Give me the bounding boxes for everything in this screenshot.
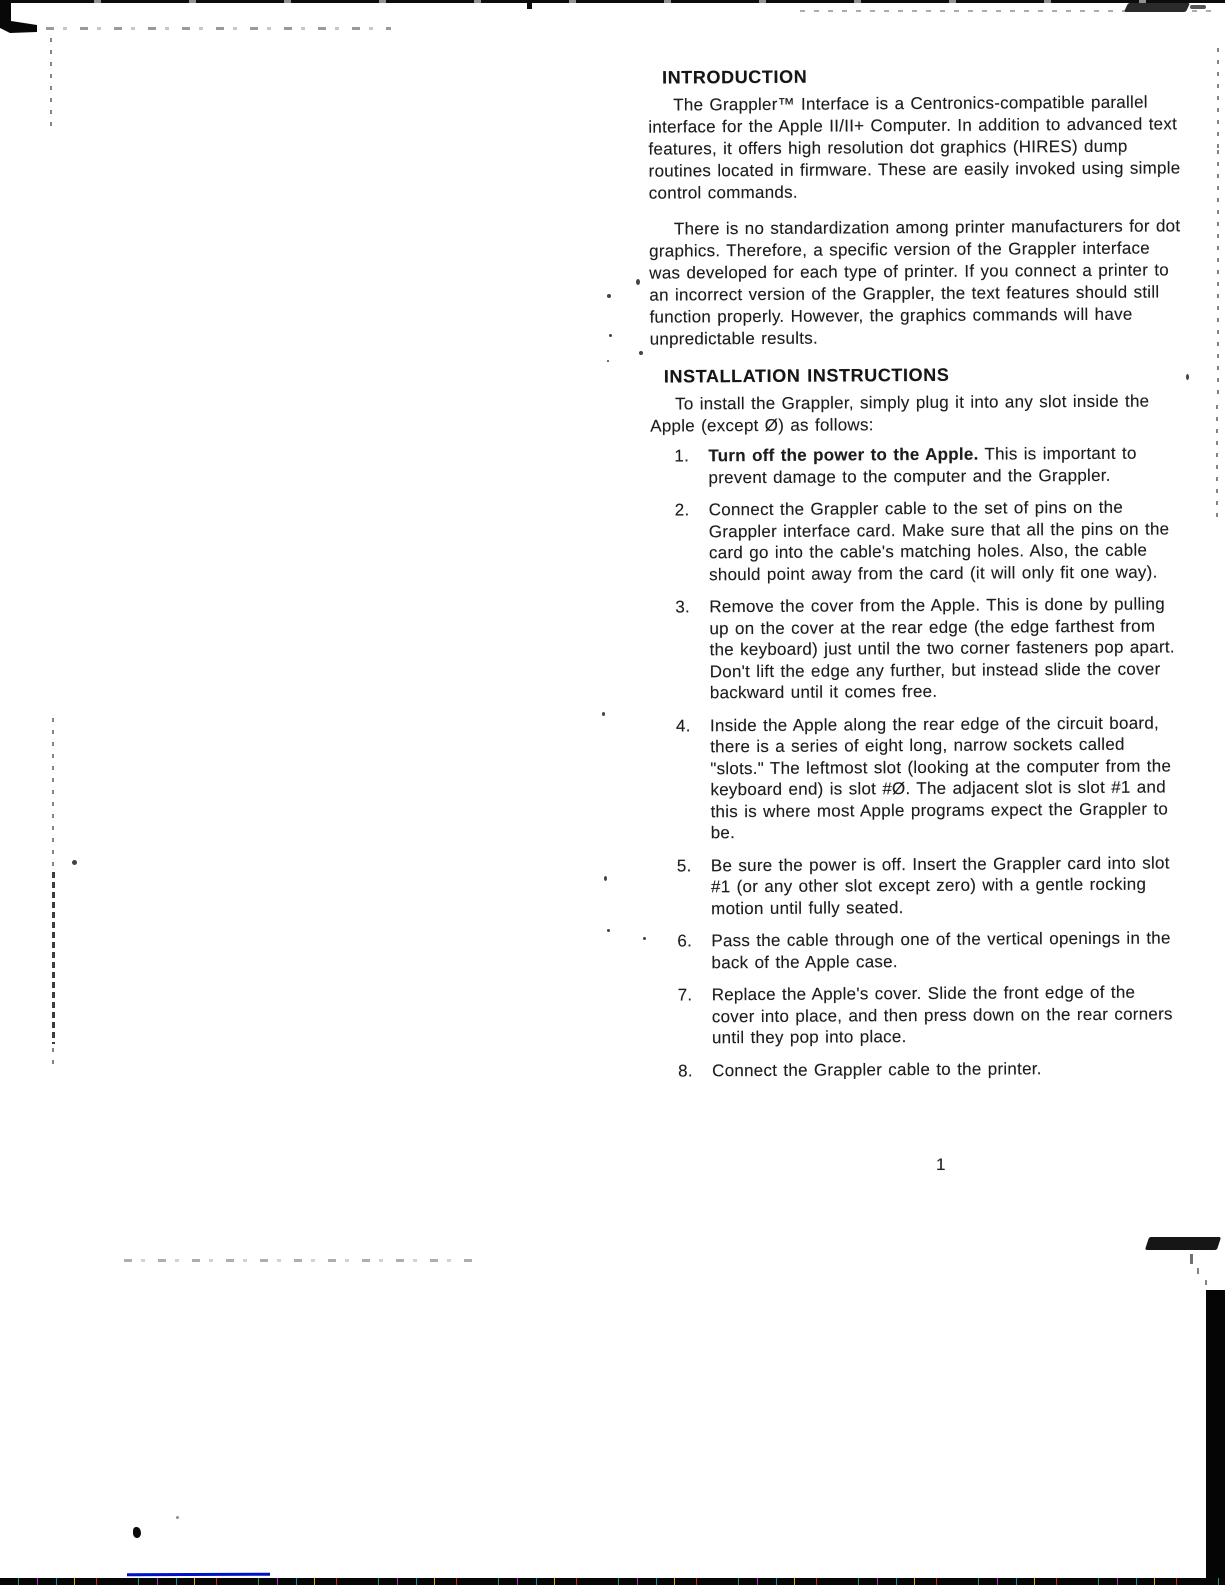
scan-speck	[72, 860, 77, 865]
install-step	[676, 712, 1183, 844]
scan-fold-line-dark	[52, 872, 55, 1044]
step-text	[708, 442, 1178, 488]
step-number: 3.	[675, 597, 691, 617]
scan-right-edge-dots-lower	[1216, 405, 1218, 520]
install-step	[677, 927, 1183, 973]
scan-speck	[176, 1516, 179, 1519]
step-number: 6.	[677, 931, 693, 951]
step-rest: Remove the cover from the Apple. This is done by pulling up on the cover at the rear edge (the edge farthest from the keyboard) just until the two corner fasteners pop apart. Don't lift the edge any further, but instead slide the cover backward until it comes free.	[709, 594, 1175, 703]
scan-ink-dot	[133, 1527, 141, 1538]
scan-fold-line-mid	[52, 718, 54, 868]
scan-smudge-line-bottom	[124, 1259, 472, 1262]
intro-paragraph-1: The Grappler™ Interface is a Centronics-compatible parallel interface for the Apple II/II+ Computer. In addition to advanced text features, it offers high resolution dot graphics (HIRES) dump routines located in firmware. These are easily invoked using simple control commands.	[648, 92, 1181, 203]
step-bold-lead: Turn off the power to the Apple.	[708, 444, 979, 466]
blue-pen-underline	[127, 1573, 270, 1576]
scan-ink-drip	[1190, 1254, 1193, 1264]
scan-blot-top-right	[1124, 3, 1190, 12]
install-step	[678, 981, 1184, 1049]
step-text	[710, 712, 1181, 844]
step-text	[712, 1057, 1182, 1081]
step-rest: Connect the Grappler cable to the printer.	[712, 1058, 1042, 1080]
install-step	[678, 1057, 1184, 1082]
install-step	[675, 496, 1182, 585]
step-number: 7.	[677, 985, 693, 1005]
page-number: 1	[936, 1155, 946, 1174]
scan-speck	[609, 334, 612, 337]
scan-black-bar-right-edge	[1206, 1290, 1225, 1580]
scan-ink-drip	[1197, 1268, 1199, 1274]
step-rest: This is important to prevent damage to the computer and the Grappler.	[708, 443, 1137, 487]
intro-paragraph-2: There is no standardization among printer manufacturers for dot graphics. Therefore, a specific version of the Grappler interface was developed for each type of printer. If you connect a printer to an incorrect version of the Grappler, the text features should still function properly. However, the graphics commands will have unpredictable results.	[649, 216, 1181, 349]
step-rest: Connect the Grappler cable to the set of pins on the Grappler interface card. Make sure that all the pins on the card go into the cable's matching holes. Also, the cable should point away from the card (it will only fit one way).	[708, 497, 1170, 584]
step-text	[712, 981, 1182, 1048]
step-number: 8.	[678, 1060, 693, 1080]
scan-fold-line-upper	[50, 38, 52, 126]
install-step	[674, 442, 1180, 488]
scan-speck	[607, 929, 610, 932]
step-text	[711, 852, 1181, 919]
step-text	[709, 496, 1180, 585]
scan-corner-blot	[0, 0, 40, 36]
scan-ink-drip	[1205, 1280, 1207, 1285]
step-number: 4.	[675, 715, 691, 735]
install-heading: INSTALLATION INSTRUCTIONS	[663, 364, 950, 387]
scan-top-edge-notch	[527, 2, 532, 9]
scan-speck	[1186, 374, 1189, 380]
scan-top-edge-line	[6, 0, 1225, 3]
step-text	[711, 927, 1181, 973]
step-text	[709, 593, 1180, 703]
scan-bottom-edge-noise-strip	[0, 1578, 1225, 1585]
step-rest: Be sure the power is off. Insert the Grappler card into slot #1 (or any other slot except zero) with a gentle rocking motion until fully seated.	[710, 852, 1170, 918]
install-step	[677, 852, 1183, 920]
scan-smudge-line-top	[46, 27, 391, 30]
scan-blot-top-right-tail	[1190, 5, 1206, 9]
intro-heading: INTRODUCTION	[662, 66, 808, 88]
scan-right-edge-dots-mid	[1217, 150, 1219, 400]
scan-speck	[607, 360, 609, 362]
step-number: 5.	[676, 855, 692, 875]
scan-speck	[604, 876, 607, 881]
scan-speck	[607, 294, 611, 298]
step-number: 1.	[674, 446, 690, 466]
scan-speck	[636, 279, 640, 285]
install-step	[675, 593, 1182, 704]
scan-fold-line-lower	[52, 1048, 54, 1068]
step-rest: Pass the cable through one of the vertical openings in the back of the Apple case.	[711, 928, 1171, 972]
scan-speck	[602, 712, 605, 716]
install-steps-list	[674, 442, 1184, 1081]
scan-right-edge-dots-upper	[1217, 48, 1219, 148]
scan-speck	[643, 937, 646, 940]
text-column	[648, 64, 1190, 1092]
scan-speck	[639, 351, 643, 355]
scan-blot-bottom-right	[1145, 1237, 1221, 1250]
step-number: 2.	[674, 500, 690, 520]
install-lead-paragraph: To install the Grappler, simply plug it into any slot inside the Apple (except Ø) as follows:	[650, 391, 1150, 436]
step-rest: Replace the Apple's cover. Slide the front edge of the cover into place, and then press down on the rear corners until they pop into place.	[711, 982, 1173, 1048]
step-rest: Inside the Apple along the rear edge of the circuit board, there is a series of eight long, narrow sockets called "slots." The leftmost slot (looking at the computer from the keyboard end) is slot #Ø. The adjacent slot is slot #1 and this is where most Apple programs expect the Grappler to be.	[709, 713, 1172, 843]
